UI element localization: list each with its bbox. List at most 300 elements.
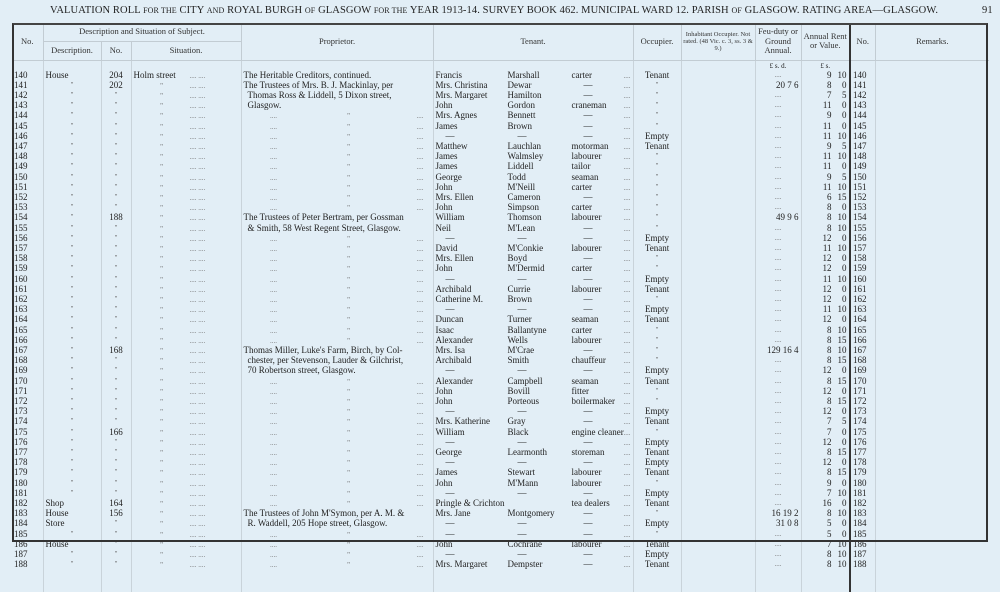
situation: " .... ....: [131, 448, 241, 458]
description: ": [43, 479, 101, 489]
street-number: 156: [101, 509, 131, 519]
row-number: 141: [12, 81, 43, 91]
occupier-status: Empty: [633, 407, 681, 417]
remarks: [875, 326, 989, 336]
situation: " .... ....: [131, 560, 241, 570]
situation: " .... ....: [131, 152, 241, 162]
remarks: [875, 71, 989, 81]
street-number: ": [101, 254, 131, 264]
row-number: 159: [12, 264, 43, 274]
row-number-right: 167: [850, 346, 875, 356]
inhabitant-occupier: [681, 346, 755, 356]
row-number: 162: [12, 295, 43, 305]
remarks: [875, 224, 989, 234]
annual-value: 7 10: [801, 540, 850, 550]
street-number: 166: [101, 428, 131, 438]
table-row: [12, 417, 989, 427]
description: ": [43, 377, 101, 387]
row-number: 168: [12, 356, 43, 366]
occupier-status: ": [633, 387, 681, 397]
tenant: Alexander Campbell seaman ....: [433, 377, 633, 387]
title-part: ROYAL BURGH: [224, 5, 305, 16]
situation: " .... ....: [131, 397, 241, 407]
description: ": [43, 560, 101, 570]
row-number: 166: [12, 336, 43, 346]
row-number: 161: [12, 285, 43, 295]
table-row: [12, 366, 989, 376]
table-row: [12, 224, 989, 234]
inhabitant-occupier: [681, 275, 755, 285]
street-number: ": [101, 315, 131, 325]
table-row: [12, 428, 989, 438]
annual-value: 7 5: [801, 417, 850, 427]
annual-value: 11 10: [801, 183, 850, 193]
proprietor: .... " ....: [241, 275, 433, 285]
proprietor: .... " ....: [241, 254, 433, 264]
table-row: [12, 71, 989, 81]
annual-value: 8 10: [801, 509, 850, 519]
annual-value: 11 10: [801, 244, 850, 254]
description: ": [43, 438, 101, 448]
inhabitant-occupier: [681, 71, 755, 81]
street-number: ": [101, 468, 131, 478]
street-number: ": [101, 101, 131, 111]
annual-value: 8 15: [801, 356, 850, 366]
feu-duty: ....: [755, 479, 801, 489]
annual-value: 8 10: [801, 326, 850, 336]
remarks: [875, 264, 989, 274]
annual-value: 12 0: [801, 366, 850, 376]
inhabitant-occupier: [681, 295, 755, 305]
street-number: 204: [101, 71, 131, 81]
street-number: ": [101, 519, 131, 529]
row-number: 185: [12, 530, 43, 540]
remarks: [875, 479, 989, 489]
description: ": [43, 264, 101, 274]
situation: " .... ....: [131, 407, 241, 417]
remarks: [875, 417, 989, 427]
occupier-status: Empty: [633, 132, 681, 142]
row-number: 180: [12, 479, 43, 489]
row-number: 153: [12, 203, 43, 213]
table-row: [12, 244, 989, 254]
street-number: ": [101, 295, 131, 305]
row-number-right: 175: [850, 428, 875, 438]
table-row: [12, 458, 989, 468]
table-row: [12, 81, 989, 91]
occupier-status: ": [633, 81, 681, 91]
street-number: ": [101, 336, 131, 346]
inhabitant-occupier: [681, 254, 755, 264]
tenant: Mrs. Christina Dewar — ....: [433, 81, 633, 91]
description: ": [43, 550, 101, 560]
annual-value: 12 0: [801, 407, 850, 417]
tenant: — — — ....: [433, 305, 633, 315]
row-number: 176: [12, 438, 43, 448]
row-number-right: 164: [850, 315, 875, 325]
row-number-right: 154: [850, 213, 875, 223]
situation: " .... ....: [131, 336, 241, 346]
description: House: [43, 509, 101, 519]
col-occupier: Occupier.: [633, 23, 681, 60]
col-no-2: No.: [850, 23, 875, 60]
inhabitant-occupier: [681, 203, 755, 213]
table-row: [12, 326, 989, 336]
street-number: ": [101, 152, 131, 162]
row-number: 143: [12, 101, 43, 111]
situation: " .... ....: [131, 377, 241, 387]
inhabitant-occupier: [681, 81, 755, 91]
row-number: 178: [12, 458, 43, 468]
feu-duty: ....: [755, 152, 801, 162]
street-number: ": [101, 377, 131, 387]
proprietor: .... " ....: [241, 530, 433, 540]
row-number-right: 155: [850, 224, 875, 234]
tenant: James Liddell tailor ....: [433, 162, 633, 172]
tenant: — — — ....: [433, 530, 633, 540]
table-row: [12, 142, 989, 152]
tenant: — — — ....: [433, 366, 633, 376]
street-number: ": [101, 264, 131, 274]
tenant: Neil M'Lean — ....: [433, 224, 633, 234]
proprietor: .... " ....: [241, 468, 433, 478]
occupier-status: ": [633, 254, 681, 264]
table-row: [12, 407, 989, 417]
tenant: — — — ....: [433, 519, 633, 529]
inhabitant-occupier: [681, 152, 755, 162]
annual-value: 16 0: [801, 499, 850, 509]
inhabitant-occupier: [681, 244, 755, 254]
annual-value: 9 0: [801, 111, 850, 121]
title-part: YEAR 1913-14. SURVEY BOOK 462. MUNICIPAL WARD 12. PARISH: [407, 5, 732, 16]
feu-duty: ....: [755, 468, 801, 478]
remarks: [875, 366, 989, 376]
street-number: ": [101, 479, 131, 489]
tenant: James Brown — ....: [433, 122, 633, 132]
row-number-right: 156: [850, 234, 875, 244]
table-row: [12, 438, 989, 448]
row-number: 157: [12, 244, 43, 254]
occupier-status: Empty: [633, 458, 681, 468]
description: ": [43, 295, 101, 305]
annual-value: 12 0: [801, 295, 850, 305]
valuation-roll-table: [12, 23, 989, 592]
inhabitant-occupier: [681, 336, 755, 346]
table-row: [12, 397, 989, 407]
page-title: [50, 5, 1000, 16]
table-row: [12, 489, 989, 499]
description: ": [43, 101, 101, 111]
tenant: Catherine M. Brown — ....: [433, 295, 633, 305]
description: ": [43, 468, 101, 478]
row-number: 181: [12, 489, 43, 499]
annual-value: 12 0: [801, 234, 850, 244]
description: Shop: [43, 499, 101, 509]
situation: " .... ....: [131, 540, 241, 550]
street-number: ": [101, 489, 131, 499]
remarks: [875, 468, 989, 478]
description: ": [43, 315, 101, 325]
remarks: [875, 132, 989, 142]
street-number: ": [101, 305, 131, 315]
situation: " .... ....: [131, 417, 241, 427]
inhabitant-occupier: [681, 530, 755, 540]
row-number-right: 157: [850, 244, 875, 254]
proprietor: .... " ....: [241, 417, 433, 427]
row-number: 149: [12, 162, 43, 172]
description: ": [43, 111, 101, 121]
table-row: [12, 173, 989, 183]
occupier-status: ": [633, 397, 681, 407]
tenant: Alexander Wells labourer ....: [433, 336, 633, 346]
description: House: [43, 540, 101, 550]
tenant: — — — ....: [433, 550, 633, 560]
row-number: 155: [12, 224, 43, 234]
title-part: CITY: [176, 5, 207, 16]
street-number: 202: [101, 81, 131, 91]
tenant: Mrs. Katherine Gray — ....: [433, 417, 633, 427]
row-number: 177: [12, 448, 43, 458]
tenant: David M'Conkie labourer ....: [433, 244, 633, 254]
row-number-right: 141: [850, 81, 875, 91]
street-number: ": [101, 417, 131, 427]
feu-duty: ....: [755, 560, 801, 570]
tenant: William Black engine cleaner....: [433, 428, 633, 438]
feu-duty: ....: [755, 71, 801, 81]
remarks: [875, 81, 989, 91]
occupier-status: Tenant: [633, 468, 681, 478]
situation: " .... ....: [131, 203, 241, 213]
col-annual-value: Annual Rent or Value.: [801, 23, 850, 60]
inhabitant-occupier: [681, 458, 755, 468]
annual-value: 12 0: [801, 254, 850, 264]
remarks: [875, 183, 989, 193]
inhabitant-occupier: [681, 428, 755, 438]
remarks: [875, 173, 989, 183]
situation: " .... ....: [131, 509, 241, 519]
occupier-status: Empty: [633, 489, 681, 499]
table-row: [12, 264, 989, 274]
street-number: ": [101, 203, 131, 213]
description: ": [43, 162, 101, 172]
feu-duty: ....: [755, 377, 801, 387]
table-row: [12, 519, 989, 529]
remarks: [875, 519, 989, 529]
annual-value: 6 15: [801, 193, 850, 203]
table-row: [12, 377, 989, 387]
annual-value: 8 10: [801, 550, 850, 560]
row-number-right: 171: [850, 387, 875, 397]
occupier-status: ": [633, 356, 681, 366]
tenant: Archibald Smith chauffeur ....: [433, 356, 633, 366]
remarks: [875, 356, 989, 366]
table-row: [12, 254, 989, 264]
inhabitant-occupier: [681, 234, 755, 244]
table-row: [12, 152, 989, 162]
tenant: Mrs. Ellen Boyd — ....: [433, 254, 633, 264]
feu-duty: ....: [755, 428, 801, 438]
description: ": [43, 244, 101, 254]
annual-value: 11 10: [801, 152, 850, 162]
tenant: Mrs. Agnes Bennett — ....: [433, 111, 633, 121]
description: ": [43, 183, 101, 193]
street-number: ": [101, 224, 131, 234]
feu-duty: ....: [755, 366, 801, 376]
row-number: 140: [12, 71, 43, 81]
tenant: Mrs. Margaret Hamilton — ....: [433, 91, 633, 101]
situation: " .... ....: [131, 387, 241, 397]
row-number-right: 162: [850, 295, 875, 305]
street-number: 168: [101, 346, 131, 356]
tenant: John Bovill fitter ....: [433, 387, 633, 397]
description: ": [43, 326, 101, 336]
col-tenant: Tenant.: [433, 23, 633, 60]
col-number: No.: [101, 41, 131, 60]
occupier-status: Tenant: [633, 285, 681, 295]
situation: " .... ....: [131, 550, 241, 560]
occupier-status: Empty: [633, 438, 681, 448]
table-row: [12, 336, 989, 346]
proprietor: & Smith, 58 West Regent Street, Glasgow.: [241, 224, 433, 234]
situation: " .... ....: [131, 264, 241, 274]
feu-duty: ....: [755, 356, 801, 366]
annual-value: 8 15: [801, 448, 850, 458]
row-number: 160: [12, 275, 43, 285]
situation: " .... ....: [131, 530, 241, 540]
proprietor: .... " ....: [241, 438, 433, 448]
description: ": [43, 234, 101, 244]
description: ": [43, 254, 101, 264]
title-part: OF: [304, 6, 316, 15]
feu-duty: ....: [755, 458, 801, 468]
inhabitant-occupier: [681, 213, 755, 223]
title-part: FOR THE: [373, 6, 408, 15]
row-number-right: 149: [850, 162, 875, 172]
occupier-status: Tenant: [633, 417, 681, 427]
filler-row: [12, 570, 989, 592]
annual-value: 8 10: [801, 224, 850, 234]
remarks: [875, 213, 989, 223]
tenant: Isaac Ballantyne carter ....: [433, 326, 633, 336]
row-number-right: 180: [850, 479, 875, 489]
remarks: [875, 244, 989, 254]
situation: " .... ....: [131, 193, 241, 203]
table-row: [12, 213, 989, 223]
row-number: 165: [12, 326, 43, 336]
title-part: FOR THE: [143, 6, 177, 15]
occupier-status: Empty: [633, 305, 681, 315]
remarks: [875, 193, 989, 203]
table-row: [12, 91, 989, 101]
remarks: [875, 275, 989, 285]
street-number: ": [101, 458, 131, 468]
proprietor: .... " ....: [241, 162, 433, 172]
proprietor: .... " ....: [241, 540, 433, 550]
remarks: [875, 560, 989, 570]
row-number: 171: [12, 387, 43, 397]
street-number: ": [101, 397, 131, 407]
occupier-status: ": [633, 346, 681, 356]
proprietor: .... " ....: [241, 111, 433, 121]
table-row: [12, 122, 989, 132]
proprietor: .... " ....: [241, 387, 433, 397]
row-number-right: 161: [850, 285, 875, 295]
annual-value: 7 0: [801, 428, 850, 438]
remarks: [875, 428, 989, 438]
inhabitant-occupier: [681, 122, 755, 132]
inhabitant-occupier: [681, 326, 755, 336]
proprietor: .... " ....: [241, 193, 433, 203]
occupier-status: Tenant: [633, 560, 681, 570]
inhabitant-occupier: [681, 111, 755, 121]
annual-value: 12 0: [801, 285, 850, 295]
annual-value: 8 15: [801, 468, 850, 478]
inhabitant-occupier: [681, 264, 755, 274]
feu-duty: ....: [755, 132, 801, 142]
inhabitant-occupier: [681, 468, 755, 478]
row-number-right: 148: [850, 152, 875, 162]
description: ": [43, 366, 101, 376]
annual-value: 8 15: [801, 397, 850, 407]
street-number: ": [101, 132, 131, 142]
proprietor: .... " ....: [241, 173, 433, 183]
table-row: [12, 111, 989, 121]
occupier-status: ": [633, 152, 681, 162]
tenant: — — — ....: [433, 458, 633, 468]
remarks: [875, 499, 989, 509]
description: ": [43, 356, 101, 366]
annual-value: 11 10: [801, 132, 850, 142]
row-number-right: 178: [850, 458, 875, 468]
row-number: 174: [12, 417, 43, 427]
tenant: John Porteous boilermaker ....: [433, 397, 633, 407]
row-number-right: 150: [850, 173, 875, 183]
title-text: [50, 5, 938, 16]
situation: " .... ....: [131, 183, 241, 193]
proprietor: .... " ....: [241, 550, 433, 560]
feu-duty: ....: [755, 183, 801, 193]
annual-value: 8 10: [801, 560, 850, 570]
tenant: Duncan Turner seaman ....: [433, 315, 633, 325]
tenant: — — — ....: [433, 132, 633, 142]
tenant: Mrs. Margaret Dempster — ....: [433, 560, 633, 570]
annual-value: 12 0: [801, 438, 850, 448]
row-number-right: 172: [850, 397, 875, 407]
occupier-status: Empty: [633, 519, 681, 529]
situation: " .... ....: [131, 142, 241, 152]
annual-value: 7 5: [801, 91, 850, 101]
table-row: [12, 275, 989, 285]
row-number-right: 187: [850, 550, 875, 560]
annual-value: 11 0: [801, 122, 850, 132]
occupier-status: Tenant: [633, 499, 681, 509]
table-row: [12, 387, 989, 397]
inhabitant-occupier: [681, 560, 755, 570]
feu-duty: ....: [755, 326, 801, 336]
street-number: ": [101, 183, 131, 193]
table-row: [12, 183, 989, 193]
occupier-status: Tenant: [633, 142, 681, 152]
annual-units: £ s.: [801, 60, 850, 71]
remarks: [875, 550, 989, 560]
inhabitant-occupier: [681, 173, 755, 183]
row-number-right: 142: [850, 91, 875, 101]
proprietor: .... " ....: [241, 264, 433, 274]
description: ": [43, 530, 101, 540]
remarks: [875, 397, 989, 407]
inhabitant-occupier: [681, 315, 755, 325]
inhabitant-occupier: [681, 377, 755, 387]
